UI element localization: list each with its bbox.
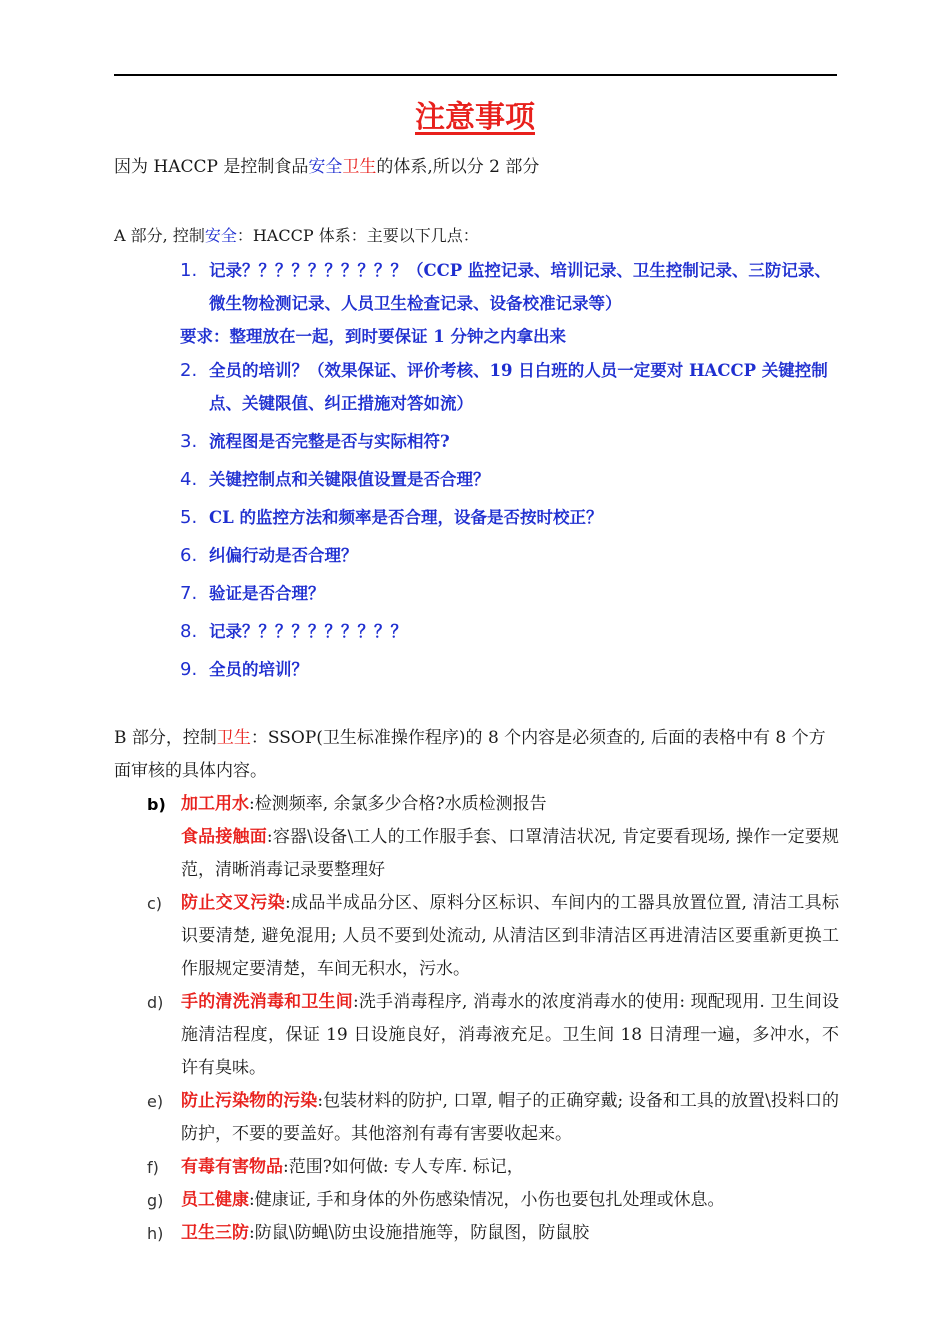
list-item: 2. 全员的培训？（效果保证、评价考核、19 日白班的人员一定要对 HACCP 关键控制点、关键限值、纠正措施对答如流）: [180, 360, 828, 413]
list-item: d) 手的清洗消毒和卫生间:洗手消毒程序, 消毒水的浓度消毒水的使用: 现配现用. 卫生间设施清洁程度，保证 19 日设施良好，消毒液充足。卫生间 18 日清理一遍，多冲水，不许有臭味。: [147, 992, 840, 1078]
part-a-heading: A 部分, 控制安全：HACCP 体系：主要以下几点：: [114, 226, 479, 245]
requirement-note: 要求：整理放在一起，到时要保证 1 分钟之内拿出来: [180, 327, 566, 346]
requirement-row: [180, 320, 840, 353]
list-item: e) 防止污染物的污染:包装材料的防护, 口罩, 帽子的正确穿戴; 设备和工具的放置\投料口的防护，不要的要盖好。其他溶剂有毒有害要收起来。: [147, 1091, 839, 1144]
header-rule: [114, 74, 837, 76]
list-item: 9. 全员的培训？: [180, 659, 308, 680]
list-item: 7. 验证是否合理？: [180, 583, 325, 604]
list-item: 8. 记录？？？？？？？？？？: [180, 621, 407, 642]
list-item: g) 员工健康:健康证, 手和身体的外伤感染情况，小伤也要包扎处理或休息。: [147, 1190, 725, 1210]
list-item: c) 防止交叉污染:成品半成品分区、原料分区标识、车间内的工器具放置位置, 清洁工具标识要清楚, 避免混用; 人员不要到处流动, 从清洁区到非清洁区再进清洁区要重新更换工作服规定要清楚，车间无积水，污水。: [147, 893, 839, 979]
intro-paragraph: 因为 HACCP 是控制食品安全卫生的体系,所以分 2 部分: [114, 157, 540, 177]
list-item: h) 卫生三防:防鼠\防蝇\防虫设施措施等，防鼠图，防鼠胶: [147, 1223, 590, 1243]
list-item: 1. 记录？？？？？？？？？？（CCP 监控记录、培训记录、卫生控制记录、三防记录、微生物检测记录、人员卫生检查记录、设备校准记录等）: [180, 260, 831, 313]
list-item: 6. 纠偏行动是否合理？: [180, 545, 358, 566]
list-item: 3. 流程图是否完整是否与实际相符?: [180, 431, 450, 452]
part-b-list: [147, 788, 839, 1250]
list-item: b) 加工用水:检测频率, 余氯多少合格?水质检测报告 食品接触面:容器\设备\工人的工作服手套、口罩清洁状况, 肯定要看现场, 操作一定要规范，清晰消毒记录要整理好: [147, 794, 839, 880]
page-title: 注意事项: [415, 100, 535, 135]
list-item: 5. CL 的监控方法和频率是否合理，设备是否按时校正？: [180, 507, 603, 528]
part-b-heading: B 部分，控制卫生：SSOP(卫生标准操作程序)的 8 个内容是必须查的, 后面的表格中有 8 个方面审核的具体内容。: [114, 728, 826, 781]
list-item: f) 有毒有害物品:范围?如何做: 专人专库. 标记，: [147, 1157, 524, 1177]
part-a-list: [180, 254, 840, 686]
list-item: 4. 关键控制点和关键限值设置是否合理？: [180, 469, 490, 490]
